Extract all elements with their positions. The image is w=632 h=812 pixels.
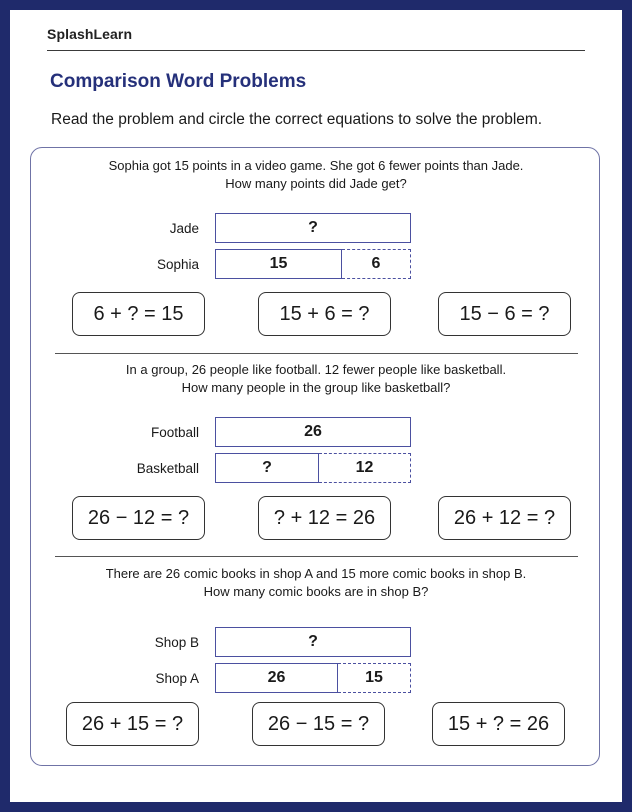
problem-2-bottom-bar: ?: [215, 453, 319, 483]
problem-1-top-label: Jade: [169, 221, 199, 236]
problem-1-text-line-1: Sophia got 15 points in a video game. She got 6 fewer points than Jade.: [108, 158, 524, 173]
problems-panel: [30, 147, 600, 766]
problem-1-bottom-bar: 15: [215, 249, 342, 279]
problem-3-option-1[interactable]: 26 + 15 = ?: [66, 702, 199, 746]
problem-3-top-bar: ?: [215, 627, 411, 657]
problem-3-option-3[interactable]: 15 + ? = 26: [432, 702, 565, 746]
problem-1-difference-bar: 6: [342, 249, 411, 279]
problem-1-option-3[interactable]: 15 − 6 = ?: [438, 292, 571, 336]
problem-1-top-bar: ?: [215, 213, 411, 243]
problem-2-option-1[interactable]: 26 − 12 = ?: [72, 496, 205, 540]
problem-3-option-2[interactable]: 26 − 15 = ?: [252, 702, 385, 746]
problem-3-bottom-bar: 26: [215, 663, 338, 693]
header-divider: [47, 50, 585, 51]
problem-2-option-2[interactable]: ? + 12 = 26: [258, 496, 391, 540]
problem-2-top-label: Football: [150, 425, 199, 440]
problem-3-top-label: Shop B: [154, 635, 199, 650]
problem-divider-2: [55, 556, 578, 557]
problem-1-option-1[interactable]: 6 + ? = 15: [72, 292, 205, 336]
problem-2-option-3[interactable]: 26 + 12 = ?: [438, 496, 571, 540]
problem-2-difference-bar: 12: [319, 453, 411, 483]
instructions-text: Read the problem and circle the correct equations to solve the problem.: [51, 111, 543, 128]
brand-logo: SplashLearn: [47, 26, 133, 42]
problem-2-top-bar: 26: [215, 417, 411, 447]
problem-3-bottom-label: Shop A: [155, 671, 199, 686]
problem-3-text-line-1: There are 26 comic books in shop A and 15 more comic books in shop B.: [105, 566, 527, 581]
problem-3-difference-bar: 15: [338, 663, 411, 693]
problem-1-bottom-label: Sophia: [156, 257, 199, 272]
problem-2-text-line-2: How many people in the group like basketball?: [181, 380, 451, 395]
problem-1-text-line-2: How many points did Jade get?: [225, 176, 407, 191]
problem-1-option-2[interactable]: 15 + 6 = ?: [258, 292, 391, 336]
problem-2-bottom-label: Basketball: [136, 461, 199, 476]
worksheet-page: [10, 10, 622, 802]
problem-2-text-line-1: In a group, 26 people like football. 12 fewer people like basketball.: [125, 362, 507, 377]
problem-divider-1: [55, 353, 578, 354]
page-title: Comparison Word Problems: [50, 71, 307, 92]
problem-3-text-line-2: How many comic books are in shop B?: [203, 584, 429, 599]
